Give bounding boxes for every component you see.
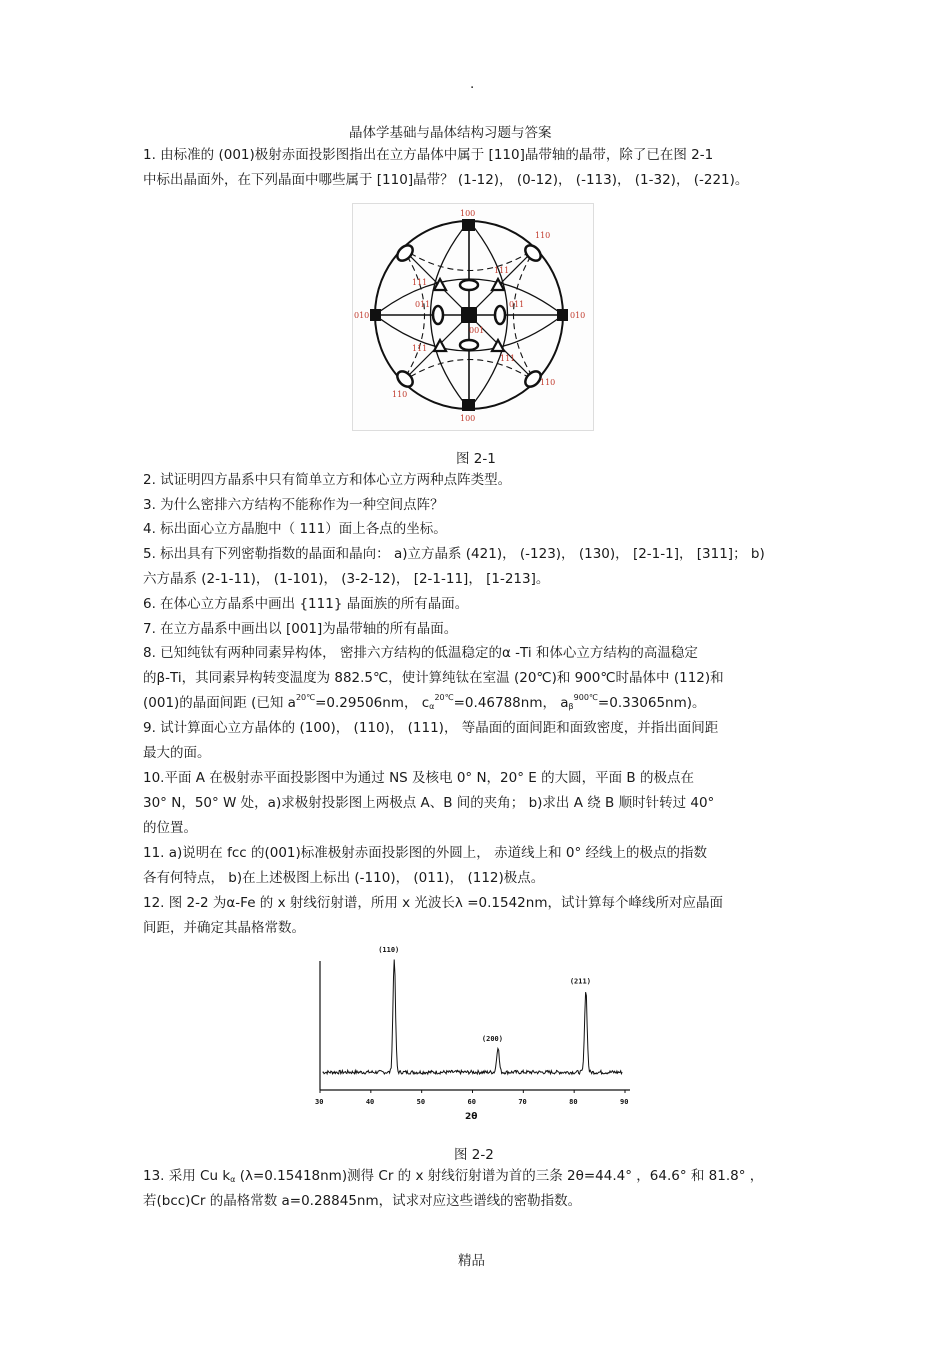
- question-8-line-1: 8. 已知纯钛有两种同素异构体， 密排六方结构的低温稳定的α -Ti 和体心立方结构的高温稳定: [143, 645, 698, 661]
- label-lower-left: 110: [392, 390, 408, 399]
- q8-text-b: =0.29506nm， c: [315, 695, 430, 711]
- question-6: 6. 在体心立方晶系中画出 {111} 晶面族的所有晶面。: [143, 596, 469, 612]
- page-title: 晶体学基础与晶体结构习题与答案: [349, 125, 552, 141]
- xrd-x-axis-label: 2θ: [465, 1112, 478, 1122]
- question-7: 7. 在立方晶系中画出以 [001]为晶带轴的所有晶面。: [143, 621, 458, 637]
- question-12-line-1: 12. 图 2-2 为α-Fe 的 x 射线衍射谱，所用 x 光波长λ =0.1542nm，试计算每个峰线所对应晶面: [143, 895, 723, 911]
- question-8-line-3: [143, 694, 706, 712]
- peak-label: (110): [378, 945, 400, 954]
- x-tick-label: 50: [416, 1098, 426, 1106]
- question-5-line-1: 5. 标出具有下列密勒指数的晶面和晶向： a)立方晶系 (421)， (-123)， (130)， [2-1-1]， [311]； b): [143, 546, 765, 562]
- header-dot: .: [470, 76, 475, 92]
- q8-sub-2: α: [429, 702, 435, 711]
- label-mid-right: 011: [509, 300, 525, 309]
- question-4: 4. 标出面心立方晶胞中（ 111）面上各点的坐标。: [143, 521, 447, 537]
- label-upper-right: 110: [535, 231, 551, 240]
- q8-sup-1: 20℃: [295, 693, 316, 702]
- question-13-line-2: 若(bcc)Cr 的晶格常数 a=0.28845nm，试求对应这些谱线的密勒指数。: [143, 1193, 582, 1209]
- x-tick-label: 60: [467, 1098, 476, 1106]
- question-13-line-1: [143, 1167, 763, 1185]
- x-tick-label: 80: [569, 1098, 578, 1106]
- x-tick-label: 70: [518, 1098, 527, 1106]
- question-9-line-1: 9. 试计算面心立方晶体的 (100)， (110)， (111)， 等晶面的面间距和面致密度，并指出面间距: [143, 720, 719, 736]
- question-9-line-2: 最大的面。: [143, 745, 211, 761]
- peak-label: (211): [569, 977, 591, 986]
- figure-2-2-caption: 图 2-2: [454, 1147, 494, 1163]
- label-center: 001: [469, 326, 485, 335]
- q13-text-a: 13. 采用 Cu k: [143, 1168, 231, 1184]
- q13-text-b: (λ=0.15418nm)测得 Cr 的 x 射线衍射谱为首的三条 2θ=44.4° ，64.6° 和 81.8° ，: [235, 1168, 764, 1184]
- label-bottom: 100: [460, 414, 476, 423]
- q8-sup-2: 20℃: [434, 693, 454, 702]
- label-left: 010: [354, 311, 370, 320]
- stereographic-projection-figure: [352, 203, 594, 431]
- label-inner-upper-left: 111: [412, 278, 428, 287]
- question-10-line-3: 的位置。: [143, 820, 197, 836]
- footer-text: 精品: [458, 1253, 485, 1269]
- question-2: 2. 试证明四方晶系中只有简单立方和体心立方两种点阵类型。: [143, 472, 512, 488]
- label-right: 010: [570, 311, 586, 320]
- question-5-line-2: 六方晶系 (2-1-11)， (1-101)， (3-2-12)， [2-1-11]， [1-213]。: [143, 571, 550, 587]
- x-tick-label: 30: [315, 1098, 324, 1106]
- q8-sup-3: 900℃: [573, 693, 598, 702]
- label-inner-lower-right: 111: [500, 354, 516, 363]
- figure-2-1-caption: 图 2-1: [456, 451, 496, 467]
- question-3: 3. 为什么密排六方结构不能称作为一种空间点阵？: [143, 497, 444, 513]
- question-8-line-2: 的β-Ti，其同素异构转变温度为 882.5℃，使计算纯钛在室温 (20℃)和 900℃时晶体中 (112)和: [143, 670, 724, 686]
- question-10-line-1: 10.平面 A 在极射赤平面投影图中为通过 NS 及核电 0° N，20° E 的大圆，平面 B 的极点在: [143, 770, 694, 786]
- x-tick-label: 40: [365, 1098, 375, 1106]
- question-1-line-1: 1. 由标准的 (001)极射赤面投影图指出在立方晶体中属于 [110]晶带轴的晶带，除了已在图 2-1: [143, 147, 714, 163]
- label-inner-upper-right: 111: [494, 266, 510, 275]
- label-top: 100: [460, 209, 476, 218]
- label-mid-left: 011: [415, 300, 431, 309]
- question-10-line-2: 30° N，50° W 处，a)求极射投影图上两极点 A、B 间的夹角； b)求出 A 绕 B 顺时针转过 40°: [143, 795, 715, 811]
- q8-text-c: =0.46788nm， a: [453, 695, 569, 711]
- q13-sub: α: [230, 1175, 236, 1184]
- q8-text-a: (001)的晶面间距 (已知 a: [143, 695, 296, 711]
- label-lower-right: 110: [540, 378, 556, 387]
- q8-sub-3: β: [568, 702, 574, 711]
- question-1-line-2: 中标出晶面外，在下列晶面中哪些属于 [110]晶带？ (1-12)， (0-12)， (-113)， (1-32)， (-221)。: [143, 172, 749, 188]
- label-inner-lower-left: 111: [412, 344, 428, 353]
- question-12-line-2: 间距，并确定其晶格常数。: [143, 920, 305, 936]
- xrd-spectrum-chart: [305, 945, 640, 1125]
- x-tick-label: 90: [620, 1098, 629, 1106]
- question-11-line-1: 11. a)说明在 fcc 的(001)标准极射赤面投影图的外圆上， 赤道线上和 0° 经线上的极点的指数: [143, 845, 707, 861]
- q8-text-d: =0.33065nm)。: [597, 695, 706, 711]
- peak-label: (200): [481, 1034, 503, 1043]
- question-11-line-2: 各有何特点， b)在上述极图上标出 (-110)， (011)， (112)极点。: [143, 870, 545, 886]
